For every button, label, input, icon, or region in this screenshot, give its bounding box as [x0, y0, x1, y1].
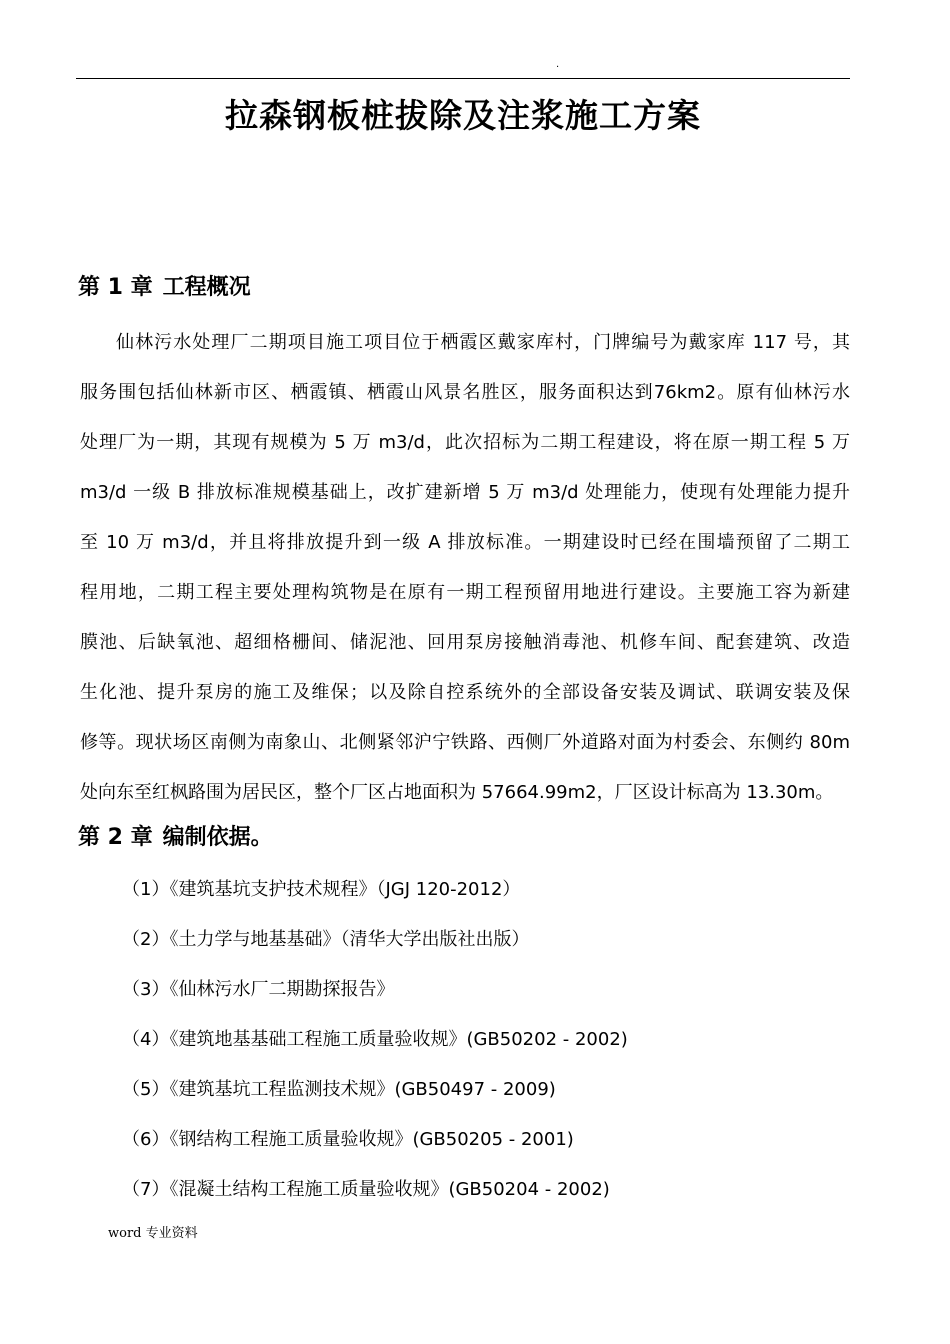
paragraph-line: 程用地，二期工程主要处理构筑物是在原有一期工程预留用地进行建设。主要施工容为新建 — [80, 582, 850, 603]
chapter-1-title: 工程概况 — [162, 275, 251, 300]
paragraph-line: m3/d 一级 B 排放标准规模基础上，改扩建新增 5 万 m3/d 处理能力，使现有处理能力提升 — [80, 482, 850, 503]
chapter-2-title: 编制依据。 — [162, 825, 273, 850]
paragraph-line: 处理厂为一期，其现有规模为 5 万 m3/d，此次招标为二期工程建设，将在原一期工程 5 万 — [80, 432, 850, 453]
paragraph-line: 服务围包括仙林新市区、栖霞镇、栖霞山风景名胜区，服务面积达到76km2。原有仙林污水 — [80, 382, 850, 403]
paragraph-line: 生化池、提升泵房的施工及维保；以及除自控系统外的全部设备安装及调试、联调安装及保 — [80, 682, 850, 703]
chapter-1-heading — [78, 273, 251, 303]
paragraph-line: 仙林污水处理厂二期项目施工项目位于栖霞区戴家库村，门牌编号为戴家库 117 号，其 — [116, 332, 850, 353]
chapter-2-number: 第 2 章 — [78, 825, 153, 850]
reference-item: （1）《建筑基坑支护技术规程》（JGJ 120-2012） — [122, 879, 521, 900]
reference-item: （4）《建筑地基基础工程施工质量验收规》(GB50202 - 2002) — [122, 1029, 628, 1050]
paragraph-line: 至 10 万 m3/d，并且将排放提升到一级 A 排放标准。一期建设时已经在围墙预留了二期工 — [80, 532, 850, 553]
page-footer: word 专业资料 — [108, 1226, 198, 1241]
reference-item: （7）《混凝土结构工程施工质量验收规》(GB50204 - 2002) — [122, 1179, 610, 1200]
header-rule — [76, 78, 850, 79]
header-dot: . — [556, 59, 560, 70]
reference-item: （5）《建筑基坑工程监测技术规》(GB50497 - 2009) — [122, 1079, 556, 1100]
reference-item: （2）《土力学与地基基础》（清华大学出版社出版） — [122, 929, 530, 950]
document-title: 拉森钢板桩拔除及注浆施工方案 — [225, 96, 701, 135]
chapter-1-number: 第 1 章 — [78, 275, 153, 300]
reference-item: （3）《仙林污水厂二期勘探报告》 — [122, 979, 395, 1000]
paragraph-line: 处向东至红枫路围为居民区，整个厂区占地面积为 57664.99m2，厂区设计标高为 13.30m。 — [80, 782, 834, 803]
paragraph-line: 修等。现状场区南侧为南象山、北侧紧邻沪宁铁路、西侧厂外道路对面为村委会、东侧约 80m — [80, 732, 850, 753]
reference-item: （6）《钢结构工程施工质量验收规》(GB50205 - 2001) — [122, 1129, 574, 1150]
chapter-2-heading — [78, 823, 273, 853]
paragraph-line: 膜池、后缺氧池、超细格栅间、储泥池、回用泵房接触消毒池、机修车间、配套建筑、改造 — [80, 632, 850, 653]
